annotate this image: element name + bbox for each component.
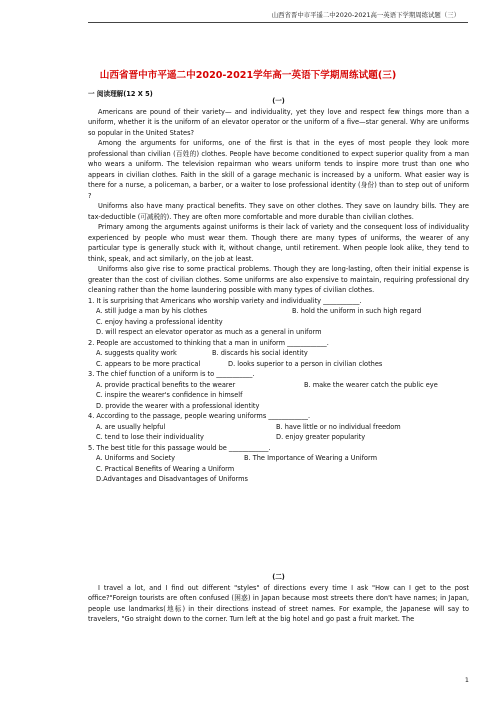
option-c: C. enjoy having a professional identity: [96, 317, 223, 326]
question-stem: 1. It is surprising that Americans who worship variety and individuality ___________.: [88, 296, 362, 305]
option-row: [88, 422, 469, 433]
option-row: [88, 380, 469, 391]
option-c: C. tend to lose their individuality: [96, 433, 204, 441]
paragraph: Uniforms also have many practical benefits. They save on other clothes. They save on laundry bills. They are tax-deductible (可减税的). They are often more comfortable and more durable than civilian clothes.: [88, 202, 469, 221]
paragraph: Uniforms also give rise to some practical problems. Though they are long-lasting, often their initial expense is greater than the cost of civilian clothes. Some uniforms are also expensive to maintain, requiring professional dry cleaning rather than the home laundering possible with many types of civilian clothes.: [88, 265, 469, 294]
option-c: C. Practical Benefits of Wearing a Uniform: [96, 464, 235, 473]
question-2: [88, 338, 469, 370]
question-stem: 2. People are accustomed to thinking that a man in uniform ____________.: [88, 338, 329, 347]
option-d: D. will respect an elevator operator as much as a general in uniform: [96, 328, 322, 336]
option-d: D.Advantages and Disadvantages of Uniforms: [96, 475, 248, 483]
passage-label: (一): [272, 97, 285, 105]
option-d: D. looks superior to a person in civilian clothes: [228, 359, 383, 368]
option-b: B. discards his social identity: [212, 349, 308, 357]
question-5: [88, 443, 469, 485]
option-b: B. The Importance of Wearing a Uniform: [244, 454, 377, 462]
option-row: [88, 453, 469, 464]
option-row: [88, 306, 469, 317]
option-d: D. enjoy greater popularity: [276, 433, 366, 441]
question-3: [88, 369, 469, 411]
option-b: B. make the wearer catch the public eye: [304, 380, 438, 389]
option-b: B. have little or no individual freedom: [276, 422, 401, 431]
paragraph: Primary among the arguments against uniforms is their lack of variety and the consequent loss of individuality experienced by people who must wear them. Though there are many types of uniforms, the wearer of any particular type is generally stuck with it, without change, until retirement. When people look alike, they tend to think, speak, and act similarly, on the job at least.: [88, 223, 469, 263]
passage-one: [88, 96, 469, 485]
question-1: [88, 296, 469, 338]
passage-label: (二): [272, 573, 285, 581]
option-row: [88, 348, 469, 359]
passage-two: [88, 572, 469, 625]
option-a: A. provide practical benefits to the wearer: [96, 380, 236, 389]
option-d: D. provide the wearer with a professional identity: [96, 401, 260, 410]
option-a: A. still judge a man by his clothes: [96, 307, 208, 315]
question-stem: 4. According to the passage, people wearing uniforms ____________.: [88, 412, 311, 420]
option-c: C. appears to be more practical: [96, 359, 201, 368]
paragraph: I travel a lot, and I find out different "styles" of directions every time I ask "How can I get to the post office?"Foreign tourists are often confused (困惑) in Japan because most streets there don't have names; in Japan, people use landmarks(地标) in their directions instead of street names. For example, the Japanese will say to travelers, "Go straight down to the corner. Turn left at the big hotel and go past a fruit market. The: [88, 583, 469, 623]
running-header: 山西省晋中市平遥二中2020-2021高一英语下学期周练试题（三）: [271, 11, 460, 19]
option-a: A. suggests quality work: [96, 349, 177, 357]
page-number: 1: [464, 676, 469, 684]
section-heading: 一 阅读理解(12 X 5): [88, 90, 153, 98]
option-b: B. hold the uniform in such high regard: [292, 307, 422, 315]
paragraph: Americans are pound of their variety— and individuality, yet they love and respect few things more than a uniform, whether it is the uniform of an elevator operator or the uniform of a five—star general. Why are uniforms so popular in the United States?: [88, 107, 469, 137]
question-stem: 3. The chief function of a uniform is to ___________.: [88, 370, 255, 378]
option-a: A. are usually helpful: [96, 422, 166, 431]
option-row: [88, 359, 469, 370]
option-row: [88, 432, 469, 443]
option-a: A. Uniforms and Society: [96, 454, 176, 462]
header-divider: [88, 22, 468, 23]
paragraph: Among the arguments for uniforms, one of the first is that in the eyes of most people they look more professional than civilian (百姓的) clothes. People have become conditioned to expect superior quality from a man who wears a uniform. The television repairman who wears uniform tends to inspire more trust than one who appears in civilian clothes. Faith in the skill of a garage mechanic is increased by a uniform. What easier way is there for a nurse, a policeman, a barber, or a waiter to lose professional identity (身份) than to step out of uniform ?: [88, 139, 469, 200]
question-stem: 5. The best title for this passage would be ____________.: [88, 443, 271, 452]
page-title: 山西省晋中市平遥二中2020-2021学年高一英语下学期周练试题(三): [99, 70, 397, 81]
question-4: [88, 411, 469, 443]
option-c: C. inspire the wearer's confidence in himself: [96, 391, 243, 399]
